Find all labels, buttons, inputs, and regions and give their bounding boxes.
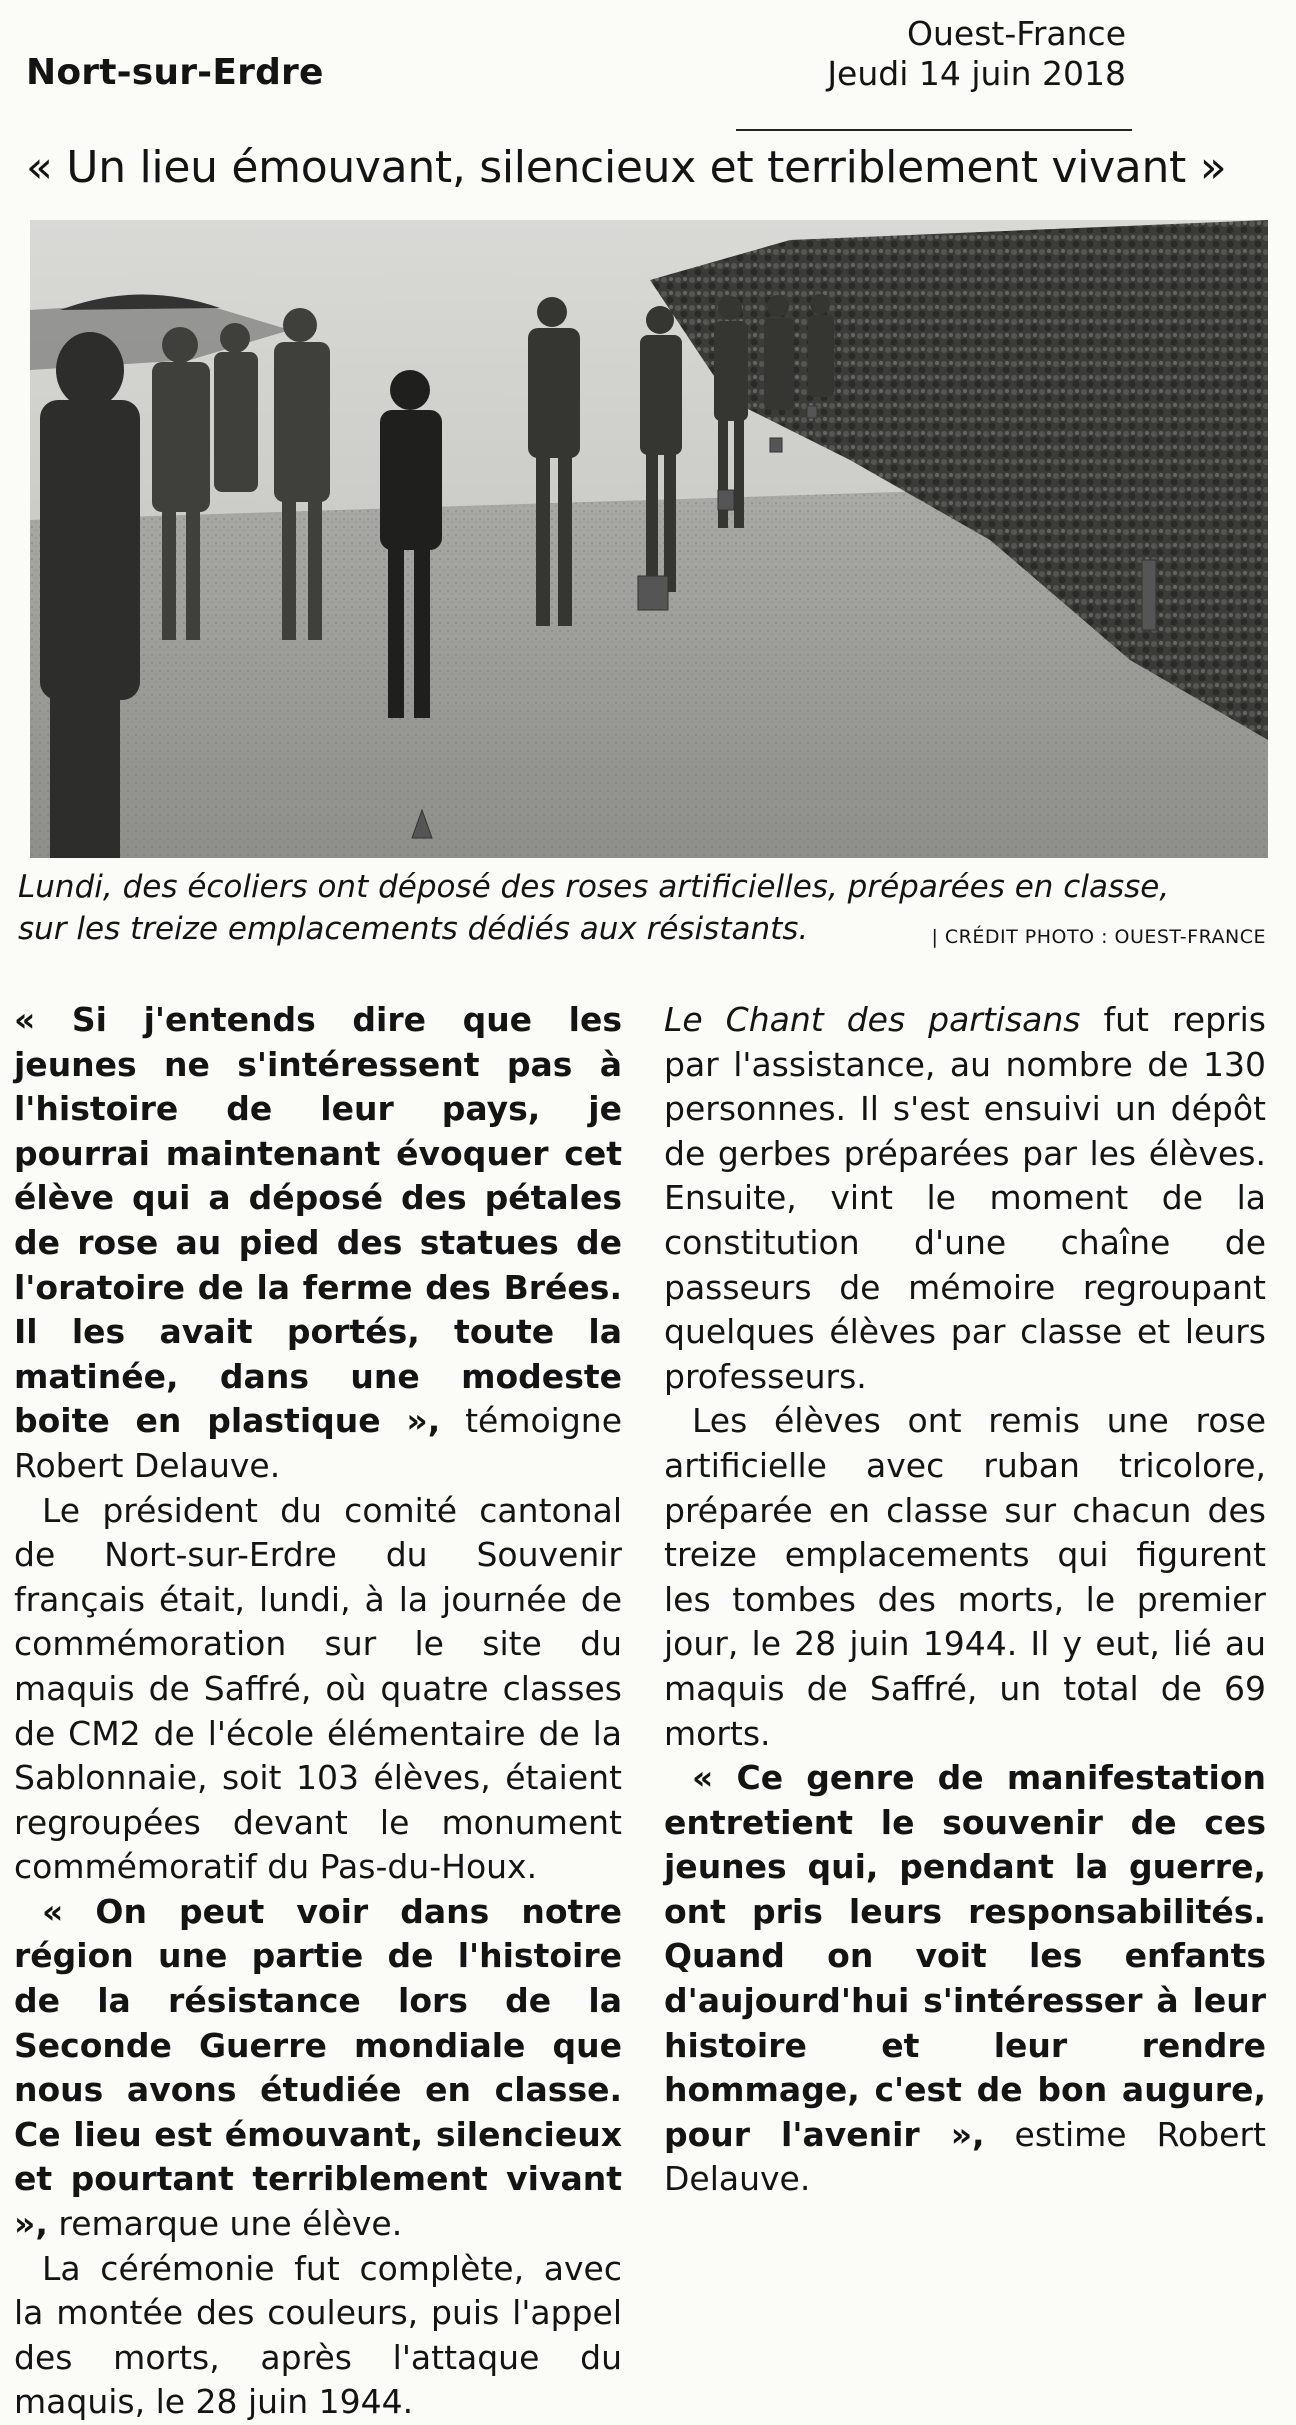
photo-illustration — [30, 220, 1268, 858]
publication-date: Jeudi 14 juin 2018 — [827, 54, 1126, 93]
attribution-2: remarque une élève. — [47, 2204, 403, 2244]
paragraph-4-start: La cérémonie fut complète, avec la montée des couleurs, puis l'appel des morts, après l'attaque du maquis, le 28 juin 1944. — [14, 2248, 622, 2422]
quote-3: « Ce genre de manifestation entretient le souvenir de ces jeunes qui, pendant la guerre, ont pris leurs responsabilités. Quand on voit les enfants d'aujourd'hui s'intéresser à leur histoire et leur rendre hommage, c'est de bon augure, pour l'avenir », — [664, 1758, 1266, 2154]
paragraph-6 — [664, 1756, 1266, 2202]
caption-line-2: sur les treize emplacements dédiés aux résistants. — [18, 911, 809, 947]
photo-credit: | CRÉDIT PHOTO : OUEST-FRANCE — [931, 926, 1266, 948]
quote-1: « Si j'entends dire que les jeunes ne s'intéressent pas à l'histoire de leur pays, je pourrai maintenant évoquer cet élève qui a déposé des pétales de rose au pied des statues de l'oratoire de la ferme des Brées. Il les avait portés, toute la matinée, dans une modeste boite en plastique », — [14, 1000, 622, 1441]
locality-heading: Nort-sur-Erdre — [26, 52, 324, 93]
attribution-1: témoigne Robert Delauve. — [14, 1401, 622, 1485]
paragraph-2: Le président du comité cantonal de Nort-sur-Erdre du Souvenir français était, lundi, à la journée de commémoration sur le site du maquis de Saffré, où quatre classes de CM2 de l'école élémentaire de la Sablonnaie, soit 103 élèves, étaient regroupées devant le monument commémoratif du Pas-du-Houx. — [14, 1490, 622, 1887]
paragraph-5: Les élèves ont remis une rose artificielle avec ruban tricolore, préparée en classe sur chacun des treize emplacements qui figurent les tombes des morts, le premier jour, le 28 juin 1944. Il y eut, lié au maquis de Saffré, un total de 69 morts. — [664, 1401, 1266, 1753]
masthead-rule — [736, 129, 1132, 131]
quote-2: « On peut voir dans notre région une partie de l'histoire de la résistance lors de la Seconde Guerre mondiale que nous avons étudiée en classe. Ce lieu est émouvant, silencieux et pourtant terriblement vivant », — [14, 1891, 622, 2244]
article-column-right — [664, 998, 1266, 2202]
paragraph-1 — [14, 998, 622, 1489]
caption-line-1: Lundi, des écoliers ont déposé des roses artificielles, préparées en classe, — [18, 869, 1170, 905]
paragraph-3 — [14, 1890, 622, 2247]
paragraph-4-end: fut repris par l'assistance, au nombre de 130 personnes. Il s'est ensuivi un dépôt de gerbes préparées par les élèves. Ensuite, vint le moment de la constitution d'une chaîne de passeurs de mémoire regroupant quelques élèves par classe et leurs professeurs. — [664, 1000, 1266, 1396]
article-headline: « Un lieu émouvant, silencieux et terriblement vivant » — [26, 142, 1227, 193]
article-photo — [30, 220, 1268, 858]
paragraph-4 — [14, 2247, 622, 2425]
song-title: Le Chant des partisans — [664, 1000, 1081, 1039]
newspaper-name: Ouest-France — [907, 14, 1126, 53]
masthead — [827, 14, 1126, 94]
article-column-left — [14, 998, 622, 2425]
paragraph-4-continued — [664, 998, 1266, 1399]
attribution-3: estime Robert Delauve. — [664, 2114, 1266, 2199]
